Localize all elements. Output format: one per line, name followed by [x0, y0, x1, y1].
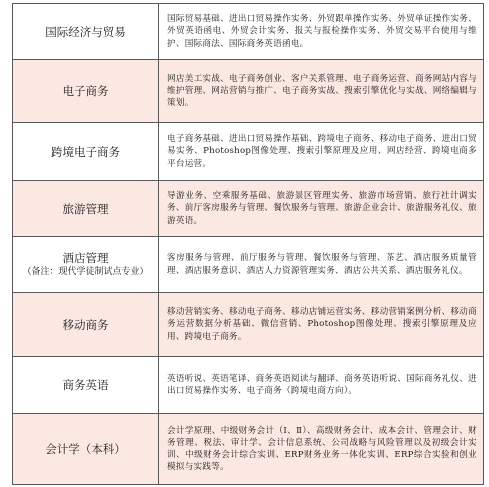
major-cell	[13, 60, 159, 123]
major-name: 电子商务	[62, 84, 109, 98]
courses-cell: 英语听说、英语笔译、商务英语阅读与翻译、商务英语听说、国际商务礼仪、进出口贸易操作实务、电子商务（跨境电商方向）。	[159, 357, 484, 414]
table-row	[13, 60, 484, 123]
major-name: 移动商务	[62, 317, 109, 332]
major-cell	[13, 414, 159, 485]
majors-courses-table	[12, 3, 484, 485]
major-name: 商务英语	[62, 378, 109, 392]
table-row	[13, 237, 484, 293]
major-cell	[13, 293, 159, 357]
major-cell	[13, 4, 159, 60]
courses-cell: 电子商务基础、进出口贸易操作基础、跨境电子商务、移动电子商务、进出口贸易实务、Photoshop图像处理、搜索引擎原理及应用、网店经营、跨境电商多平台运营。	[159, 123, 484, 181]
major-cell	[13, 237, 159, 293]
courses-cell: 导游业务、空乘服务基础、旅游景区管理实务、旅游市场营销、旅行社计调实务、前厅客房服务与管理、餐饮服务与管理、旅游企业会计、旅游服务礼仪、旅游英语。	[159, 181, 484, 237]
major-name: 会计学（本科）	[45, 442, 126, 456]
courses-cell: 移动营销实务、移动电子商务、移动店铺运营实务、移动营销案例分析、移动商务运营数据分析基础、微信营销、Photoshop图像处理、搜索引擎原理及应用、跨境电子商务。	[159, 293, 484, 357]
table-row	[13, 357, 484, 414]
courses-cell: 会计学原理、中级财务会计（Ⅰ、Ⅱ）、高级财务会计、成本会计、管理会计、财务管理、税法、审计学、会计信息系统、公司战略与风险管理以及初级会计实训、中级财务会计综合实训、ERP财务业务一体化实训、ERP综合实验和创业模拟与实践等。	[159, 414, 484, 485]
major-name: 旅游管理	[62, 201, 109, 216]
major-cell	[13, 357, 159, 414]
table-row	[13, 123, 484, 181]
major-cell	[13, 181, 159, 237]
table-row	[13, 414, 484, 485]
courses-cell: 国际贸易基础、进出口贸易操作实务、外贸跟单操作实务、外贸单证操作实务、外贸英语函电、外贸会计实务、报关与报检操作实务、外贸交易平台使用与维护、国际商法、国际商务英语函电。	[159, 4, 484, 60]
majors-table-container	[12, 3, 484, 484]
major-note: （备注：现代学徒制试点专业）	[22, 267, 149, 277]
table-row	[13, 181, 484, 237]
table-row	[13, 4, 484, 60]
courses-cell: 客房服务与管理、前厅服务与管理、餐饮服务与管理、茶艺、酒店服务质量管理、酒店服务意识、酒店人力资源管理实务、酒店公共关系、酒店服务礼仪。	[159, 237, 484, 293]
major-name: 跨境电子商务	[51, 144, 120, 159]
major-name: 国际经济与贸易	[45, 24, 126, 39]
major-name: 酒店管理	[62, 251, 109, 265]
courses-cell: 网店美工实战、电子商务创业、客户关系管理、电子商务运营、商务网站内容与维护管理、网站营销与推广、电子商务实战、搜索引擎优化与实战、网络编辑与策划。	[159, 60, 484, 123]
major-cell	[13, 123, 159, 181]
table-row	[13, 293, 484, 357]
